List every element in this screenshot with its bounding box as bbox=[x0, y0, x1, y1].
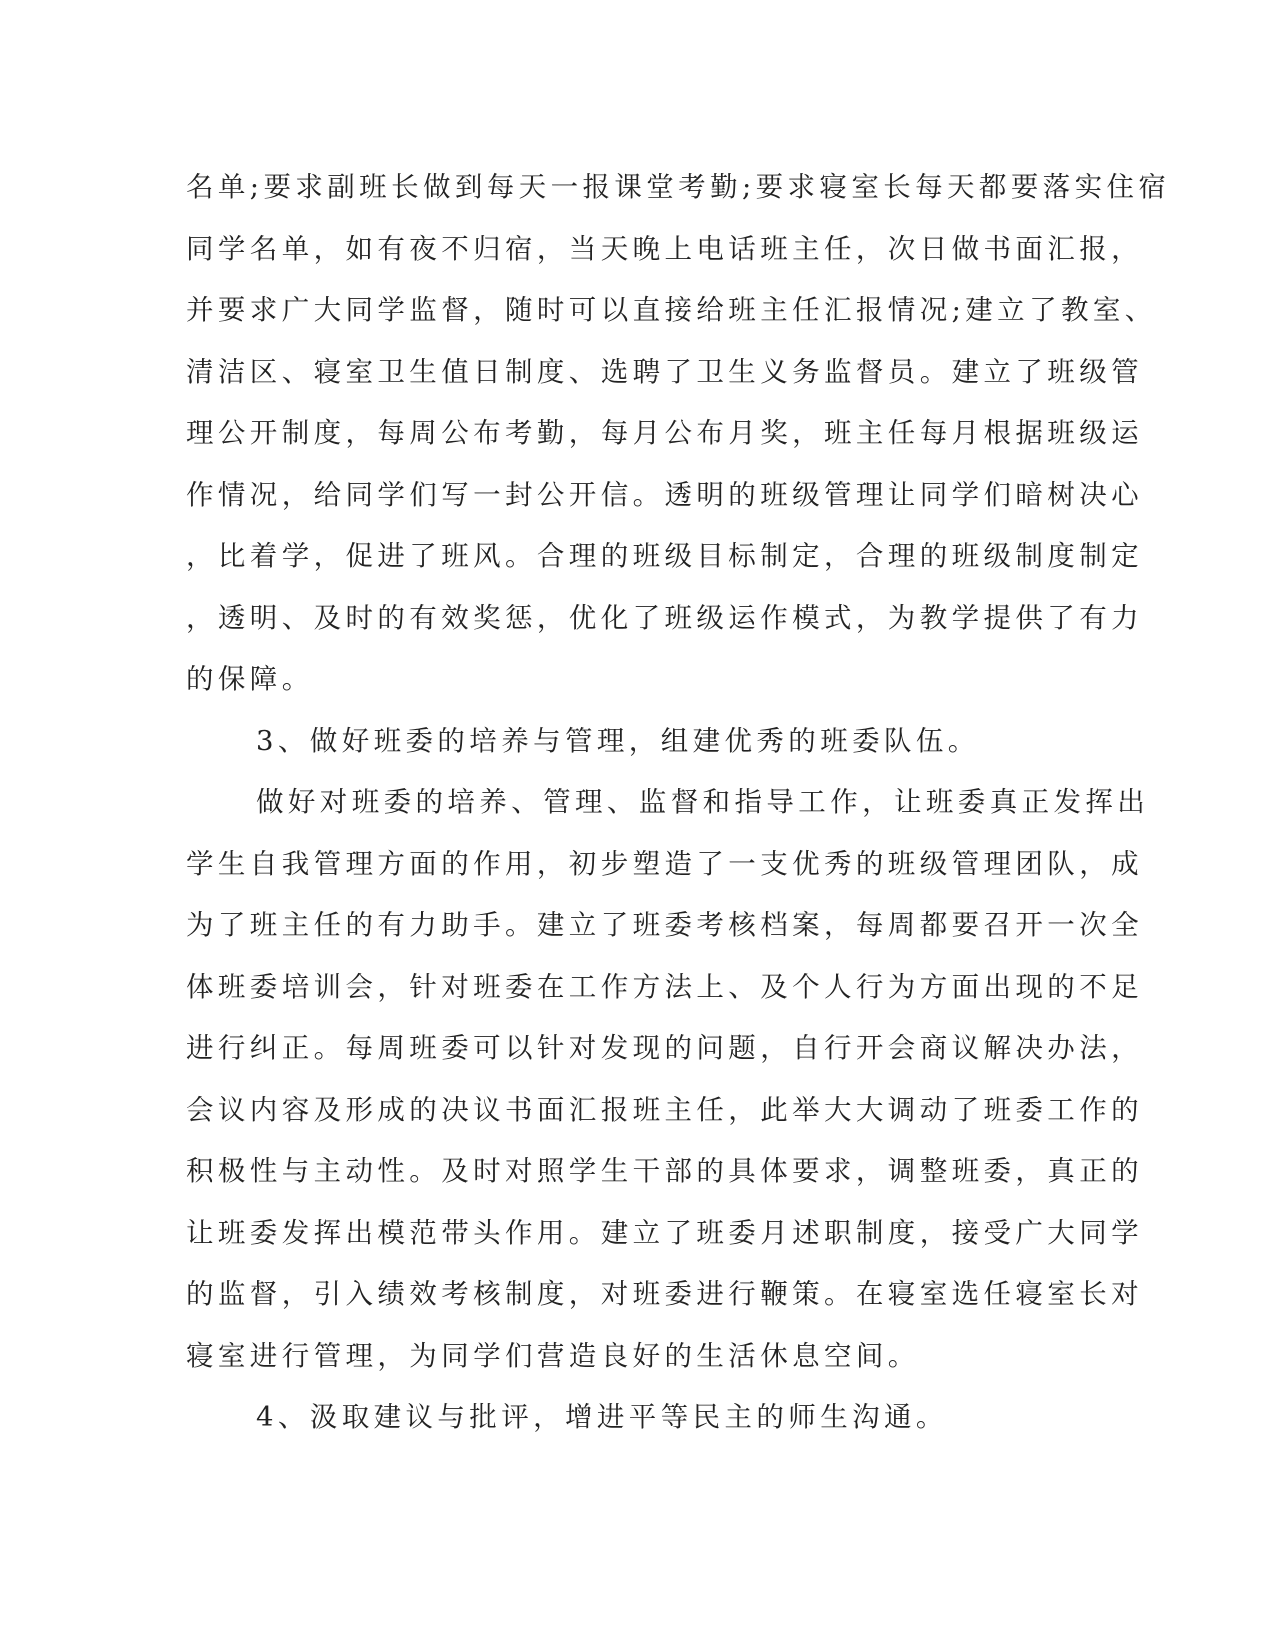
paragraph-first-line: 做好对班委的培养、管理、监督和指导工作，让班委真正发挥出 bbox=[256, 786, 1150, 818]
text-line: 学生自我管理方面的作用，初步塑造了一支优秀的班级管理团队，成 bbox=[186, 847, 1143, 880]
text-line: 同学名单，如有夜不归宿，当天晚上电话班主任，次日做书面汇报， bbox=[186, 232, 1143, 265]
text-line: 名单;要求副班长做到每天一报课堂考勤;要求寝室长每天都要落实住宿 bbox=[186, 171, 1171, 203]
text-line: 为了班主任的有力助手。建立了班委考核档案，每周都要召开一次全 bbox=[186, 909, 1143, 941]
text-line: 的保障。 bbox=[186, 663, 314, 695]
text-line: 理公开制度，每周公布考勤，每月公布月奖，班主任每月根据班级运 bbox=[186, 417, 1143, 449]
text-line: 寝室进行管理，为同学们营造良好的生活休息空间。 bbox=[186, 1339, 920, 1372]
section-heading: 3、做好班委的培养与管理，组建优秀的班委队伍。 bbox=[256, 724, 980, 757]
text-line: 积极性与主动性。及时对照学生干部的具体要求，调整班委，真正的 bbox=[186, 1155, 1143, 1187]
text-line: 作情况，给同学们写一封公开信。透明的班级管理让同学们暗树决心 bbox=[186, 478, 1143, 511]
document-body bbox=[186, 157, 1171, 1449]
text-line: 清洁区、寝室卫生值日制度、选聘了卫生义务监督员。建立了班级管 bbox=[186, 355, 1143, 388]
text-line: 会议内容及形成的决议书面汇报班主任，此举大大调动了班委工作的 bbox=[186, 1093, 1143, 1126]
text-line: 进行纠正。每周班委可以针对发现的问题，自行开会商议解决办法， bbox=[186, 1032, 1143, 1064]
text-line: ，比着学，促进了班风。合理的班级目标制定，合理的班级制度制定 bbox=[186, 540, 1143, 572]
text-line: ，透明、及时的有效奖惩，优化了班级运作模式，为教学提供了有力 bbox=[186, 601, 1143, 634]
text-line: 体班委培训会，针对班委在工作方法上、及个人行为方面出现的不足 bbox=[186, 970, 1143, 1003]
text-line: 的监督，引入绩效考核制度，对班委进行鞭策。在寝室选任寝室长对 bbox=[186, 1278, 1143, 1310]
text-line: 并要求广大同学监督，随时可以直接给班主任汇报情况;建立了教室、 bbox=[186, 294, 1157, 326]
section-heading: 4、汲取建议与批评，增进平等民主的师生沟通。 bbox=[256, 1401, 948, 1433]
text-line: 让班委发挥出模范带头作用。建立了班委月述职制度，接受广大同学 bbox=[186, 1216, 1143, 1249]
